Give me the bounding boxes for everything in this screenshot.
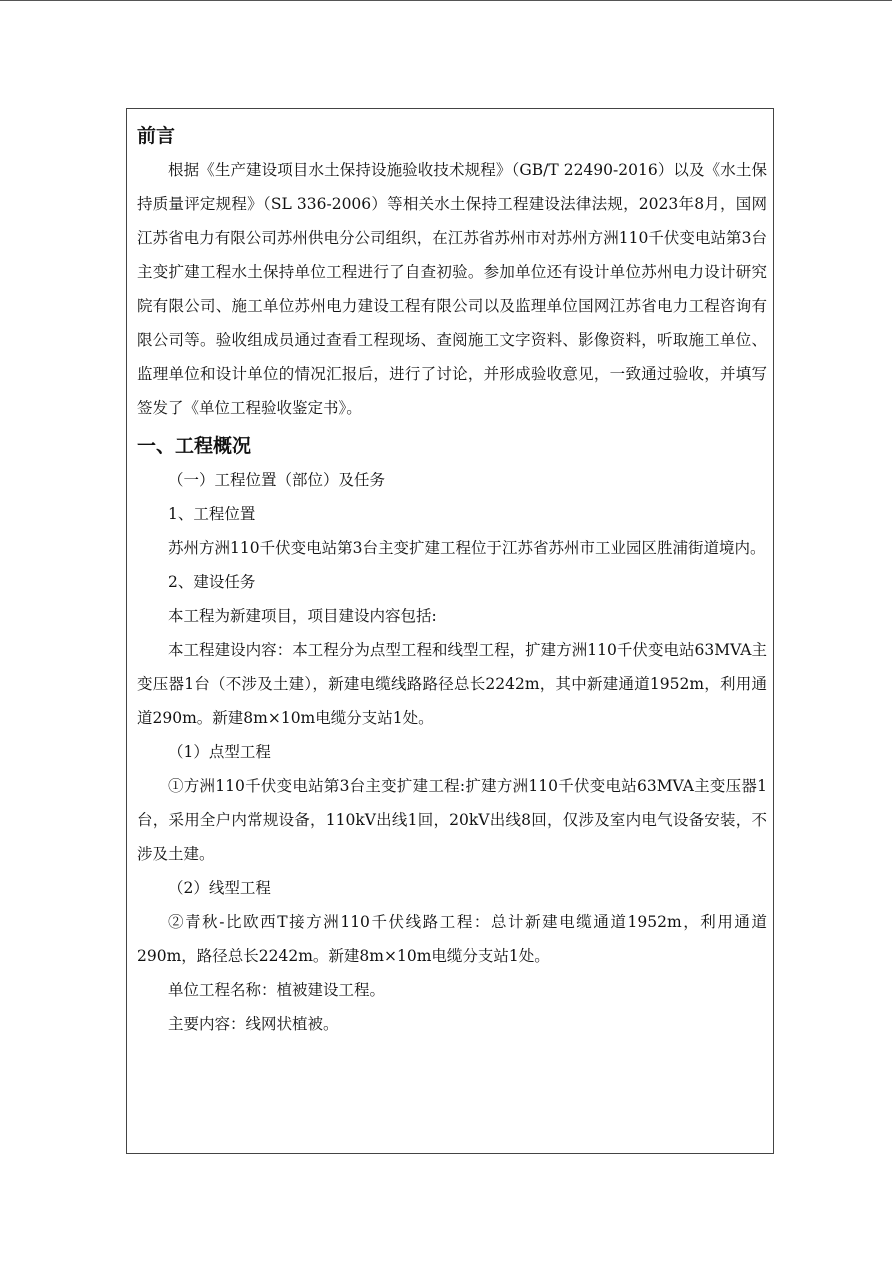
section-1-heading: 一、工程概况 bbox=[137, 435, 252, 457]
line-project-text: ②青秋-比欧西T接方洲110千伏线路工程：总计新建电缆通道1952m，利用通道290m，路径总长2242m。新建8m×10m电缆分支站1处。 bbox=[137, 913, 767, 965]
document-frame bbox=[126, 108, 774, 1154]
point-project-text: ①方洲110千伏变电站第3台主变扩建工程:扩建方洲110千伏变电站63MVA主变压器1台，采用全户内常规设备，110kV出线1回，20kV出线8回，仅涉及室内电气设备安装，不涉及土建。 bbox=[137, 777, 767, 863]
point-project-title: （1）点型工程 bbox=[168, 743, 271, 761]
preface-paragraph: 根据《生产建设项目水土保持设施验收技术规程》（GB/T 22490-2016）以及《水土保持质量评定规程》（SL 336-2006）等相关水土保持工程建设法律法规，2023年8月，国网江苏省电力有限公司苏州供电分公司组织，在江苏省苏州市对苏州方洲110千伏变电站第3台主变扩建工程水土保持单位工程进行了自查初验。参加单位还有设计单位苏州电力设计研究院有限公司、施工单位苏州电力建设工程有限公司以及监理单位国网江苏省电力工程咨询有限公司等。验收组成员通过查看工程现场、查阅施工文字资料、影像资料，听取施工单位、监理单位和设计单位的情况汇报后，进行了讨论，并形成验收意见，一致通过验收，并填写签发了《单位工程验收鉴定书》。 bbox=[137, 161, 767, 417]
construction-task-intro: 本工程为新建项目，项目建设内容包括: bbox=[168, 607, 437, 625]
location-title: 1、工程位置 bbox=[168, 505, 256, 523]
preface-heading: 前言 bbox=[137, 125, 176, 147]
line-project-title: （2）线型工程 bbox=[168, 879, 271, 897]
document-content bbox=[137, 119, 767, 1041]
subsection-1-title: （一）工程位置（部位）及任务 bbox=[168, 471, 386, 489]
location-text: 苏州方洲110千伏变电站第3台主变扩建工程位于江苏省苏州市工业园区胜浦街道境内。 bbox=[168, 539, 766, 557]
page-top-rule bbox=[0, 0, 892, 1]
main-content: 主要内容：线网状植被。 bbox=[168, 1015, 339, 1033]
construction-content-text: 本工程建设内容：本工程分为点型工程和线型工程，扩建方洲110千伏变电站63MVA主变压器1台（不涉及土建），新建电缆线路路径总长2242m，其中新建通道1952m，利用通道290m。新建8m×10m电缆分支站1处。 bbox=[137, 641, 767, 727]
construction-task-title: 2、建设任务 bbox=[168, 573, 256, 591]
unit-project-name: 单位工程名称：植被建设工程。 bbox=[168, 981, 386, 999]
